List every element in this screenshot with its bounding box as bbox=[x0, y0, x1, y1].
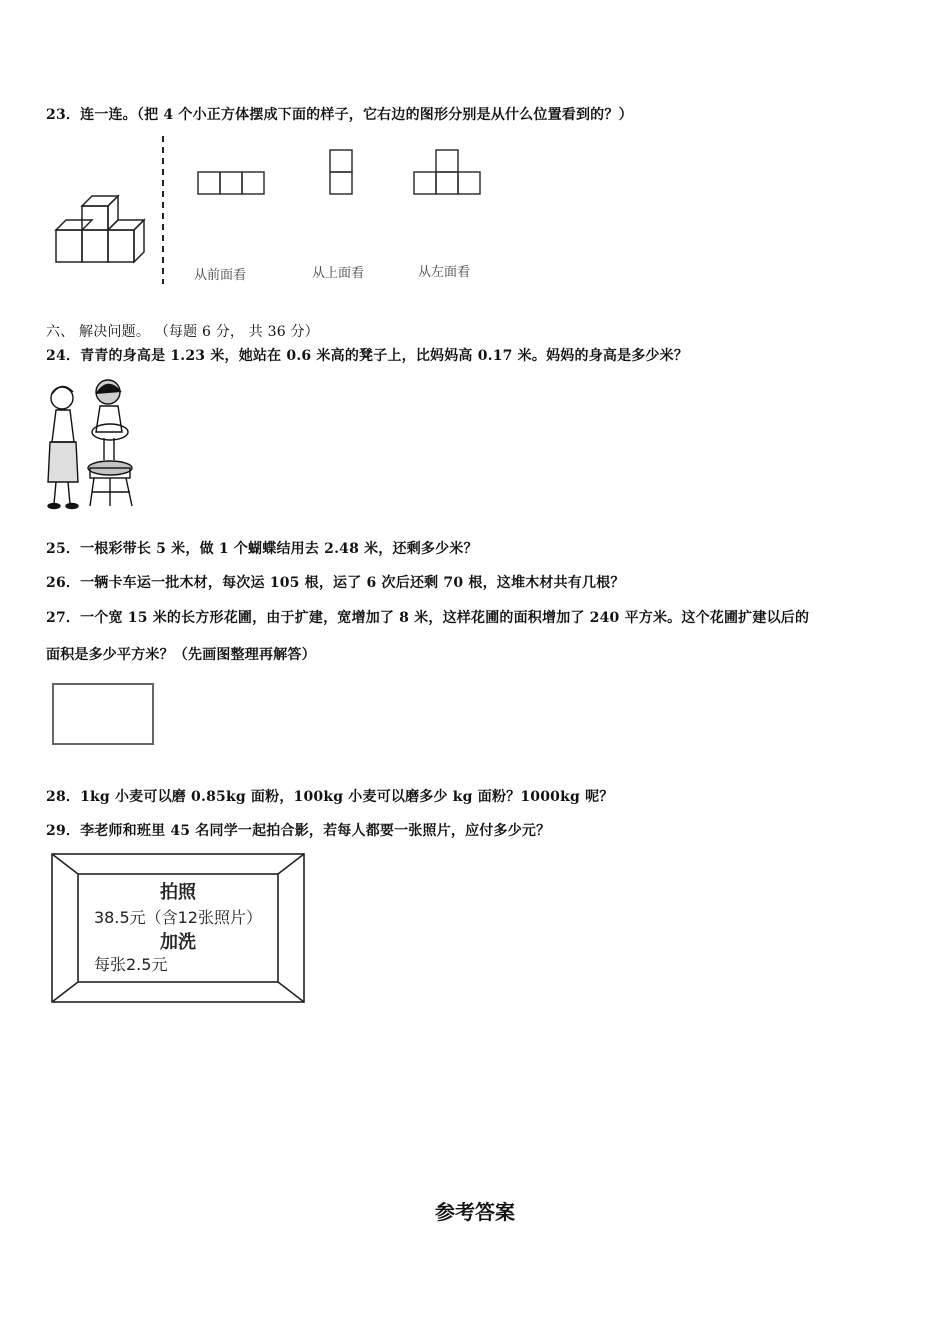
view-top-figure bbox=[328, 148, 356, 196]
dashed-divider bbox=[158, 136, 168, 284]
board-title-reprint: 加洗 bbox=[160, 932, 196, 953]
question-29: 29．李老师和班里 45 名同学一起拍合影，若每人都要一张照片，应付多少元？ bbox=[46, 823, 551, 839]
question-24: 24．青青的身高是 1.23 米，她站在 0.6 米高的凳子上，比妈妈高 0.17 米。妈妈的身高是多少米？ bbox=[46, 348, 689, 364]
cube-stack-figure bbox=[50, 190, 150, 266]
girl-and-mother-illustration bbox=[44, 372, 144, 512]
board-price-reprint: 每张2.5元 bbox=[94, 955, 168, 974]
question-28: 28．1kg 小麦可以磨 0.85kg 面粉，100kg 小麦可以磨多少 kg 面粉？1000kg 呢？ bbox=[46, 789, 614, 805]
board-title-photo: 拍照 bbox=[160, 882, 196, 903]
question-27-line-1: 27．一个宽 15 米的长方形花圃，由于扩建，宽增加了 8 米，这样花圃的面积增加了 240 平方米。这个花圃扩建以后的 bbox=[46, 610, 810, 626]
question-25: 25．一根彩带长 5 米，做 1 个蝴蝶结用去 2.48 米，还剩多少米？ bbox=[46, 541, 478, 557]
rectangle-garden-figure bbox=[51, 682, 155, 746]
view-front-figure bbox=[196, 170, 268, 196]
answer-section-title: 参考答案 bbox=[435, 1200, 515, 1224]
section-heading: 六、 解决问题。 （每题 6 分， 共 36 分） bbox=[46, 324, 319, 340]
caption-front: 从前面看 bbox=[194, 268, 247, 283]
caption-top: 从上面看 bbox=[312, 266, 365, 281]
question-23: 23．连一连。（把 4 个小正方体摆成下面的样子，它右边的图形分别是从什么位置看到的？） bbox=[46, 107, 633, 123]
question-26: 26．一辆卡车运一批木材，每次运 105 根，运了 6 次后还剩 70 根，这堆木材共有几根？ bbox=[46, 575, 625, 591]
question-27-line-2: 面积是多少平方米？（先画图整理再解答） bbox=[46, 647, 316, 663]
board-price-photo: 38.5元（含12张照片） bbox=[94, 908, 262, 927]
view-left-figure bbox=[412, 148, 484, 196]
caption-left: 从左面看 bbox=[418, 265, 471, 280]
